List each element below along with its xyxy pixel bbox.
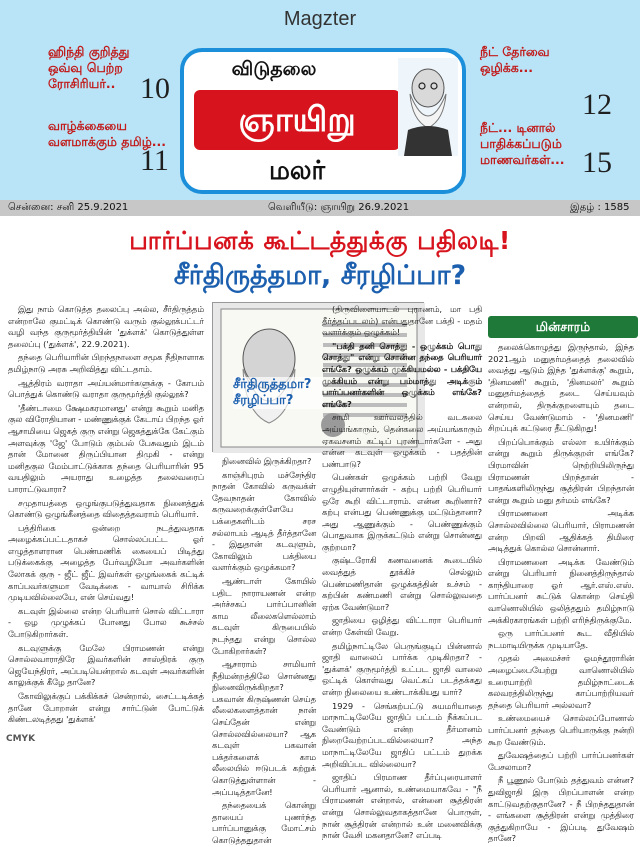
paragraph: உண்மையைச் சொல்லப்போனால் பார்ப்பனர் தந்தை பெரியாருக்கு நன்றி கூற வேண்டும். [488, 713, 634, 747]
paragraph: பத்திரிகை ஒன்றை நடத்துவதாக அழைக்கப்பட்டதாகச் சொல்லப்பட்ட ஓர் எழுத்தாளரான பெண்மணிக் கையைப் பிடித்து படுக்கைக்கு அழைத்த பேர்வழியோ அவர்களின் லோகக் குரு - ஜீட் ஜீட் இவர்கள் ஒழுங்கைக் கட்டிக் காப்பவர்களுமா வேடிக்கை - வாயால் சிரிக்க முடியவில்லையே, என் செய்வது! [8, 522, 204, 603]
teaser-left-top[interactable]: ஹிந்தி குறித்து ஒவ்வு பெற்ற ரோசிரியர்.. [48, 44, 130, 91]
paragraph: பெண்கள் ஒழுக்கம் பற்றி வேறு எழுதியுள்ளார்கள் - கற்பு பற்றி பெரியார் ஒரே கூறி விட்டாராம். என்ன கூறினார்? கற்பு என்பது பெண்ணுக்கு மட்டும்தானா? அது ஆணுக்கும் - பெண்ணுக்கும் பொதுவாக இருக்கட்டும் என்று சொன்னது குற்றமா? [322, 472, 482, 552]
paragraph: பிராமணனை அடிக்க வேண்டும் என்று பெரியார் நினைத்திருந்தால் காந்தியாரை ஓர் ஆர்.எஸ்.எஸ். பார்ப்பனர் சுட்டுக் கொன்ற செய்தி வானொலியில் ஒலித்ததும் தமிழ்நாடு அக்கிரகாரங்கள் பற்றி எரிந்திருக்குமே. [488, 556, 634, 625]
logo-top-text: விடுதலை [231, 58, 317, 80]
article-column-3 [322, 304, 482, 841]
masthead [0, 0, 640, 200]
paragraph: குஷ்டரோகி கணவனைக் கூடையில் வைத்துத் தூக்கிச் செல்லும் பெண்மணிதான் ஒழுக்கத்தின் உச்சம் - கற்பின் கண்மணி என்று சொல்லுவதை ஏற்க வேண்டுமா? [322, 555, 482, 612]
paragraph: கடவுளுக்கு மேலே பிராமணன் என்று சொல்லவாராதிரே இவர்களின் சாஸ்திரக் குரு ஜெயேந்திரர், அப்படியென்றால் கடவுள் அவர்களின் காலுக்குக் கீழே தானே? [8, 642, 204, 688]
paragraph: கோவிலுக்குப் பக்கிக்கச் சென்றால், சைட்டடிக்கத் தானே போறான் என்று சார்ட்டுன் போட்டுக் கிண்டலடித்தது 'துக்ளக்' [8, 691, 204, 725]
teaser-right-bottom[interactable]: நீட்... டினால் பாதிக்கப்படும் மாணவர்கள்... [480, 120, 565, 167]
paragraph: ஆண்டாள் கோயில் பதிட நாராயணன் என்ற அர்ச்சகப் பார்ப்பானின் காம லீலைகளெல்லாம் கடவுள் கிருபையில் நடந்தது என்று சொல்ல போகிறார்கள்? [212, 575, 316, 656]
cmyk-mark: CMYK [6, 734, 36, 744]
logo-sub-text: மலர் [268, 156, 326, 186]
paragraph: துவேஷத்தைப் பற்றி பார்ப்பனர்கள் பேசலாமா? [488, 750, 634, 772]
article-column-1 [8, 304, 204, 732]
paragraph: தந்தையைக் கொன்று தாயைப் புணர்ந்த பார்ப்பானுக்கு மோட்சம் கொடுத்ததுதான் [212, 800, 316, 845]
dateline-center: வெளியீடு: ஞாயிறு 26.9.2021 [268, 202, 410, 213]
paragraph: பிராமணனை அடிக்க சொல்லவில்லை பெரியார், பிராமணன் என்ற பிறவி ஆதிக்கத் திமிரை அடித்துக் கொல்ல சொன்னார். [488, 508, 634, 554]
paragraph: தலைக்கொழுத்து இருந்தால், இந்த 2021ஆம் மனுதர்மத்தைத் தலைவில் வைத்து ஆடும் இந்த 'துக்ளக்கு' கூறும், 'தினமணி' கூறும், 'தினமலர்' கூறும் மனுதர்மத்தைத் தடை செய்யவும் என்றால், திருக்குறளையும் தடை செய்ய வேண்டுமாம் - 'தினமணி' சிறப்புக் கட்டுரை தீட்டுகிறது! [488, 342, 634, 434]
headline-primary: பார்ப்பனக் கூட்டத்துக்கு பதிலடி! [129, 226, 511, 255]
teaser-left-top-page: 10 [140, 72, 170, 105]
logo-main-text: ஞாயிறு [194, 90, 400, 150]
paragraph: 1929 - செங்கற்பட்டு சுயமரியாதை மாநாட்டிலேயே ஜாதிப் பட்டம் நீக்கப்பட வேண்டும் என்ற தீர்மானம் நிறைவேற்றப்படவில்லையா? அந்த மாநாட்டிலேயே ஜாதிப் பட்டம் துறக்க அறிவிப்பட வில்லையா? [322, 700, 482, 769]
paragraph: நீ பூணூல் போடும் தத்துவம் என்ன? துவிஜாதி இரு பிறப்பாளன் என்ற காட்டுவதற்குதானே? - நீ பிறந்ததுதான் - எங்களை சூத்திரன் என்று முத்திரை குத்துகிறாயே - இப்படி துவேஷம் தானே? [488, 775, 634, 844]
paragraph: இது நாம் கொடுத்த தலைப்பு அல்ல, சீர்திருத்தம் என்றாலே குமட்டிக் கொண்டு வரும் குல்லூக்பட்டர் வழி வந்த குருமூர்த்தியின் 'துக்ளக்' கொடுத்துள்ள தலைப்பு ('துக்ளக்', 22.9.2021). [8, 304, 204, 349]
article-column-2 [212, 456, 316, 845]
paragraph: சமுதாயத்தை ஒழுங்குபடுத்துவதாக நினைத்துக் கொண்டு ஒழுங்கீனத்தை விதைத்தவராம் பெரியார். [8, 497, 204, 520]
dateline-right: இதழ் : 1585 [570, 202, 630, 213]
paragraph: 'தீண்டாமை க்ஷேமகரமானது' என்று கூறும் மனித குல விரோதியான - மண்ணுக்குக் கேடாய் பிறந்த ஓர் ஆசாமியை ஜெகத் குரு என்று ஜெகத்துக்கே கேட்கும் அளவுக்கு 'ஜே' போடும் கும்பல் பேசுவதும் இடம் தான் மோனை திருப்பியான திமுகி - என்று மனிதகுல மேம்பாட்டுக்காக தந்தை பெரியாரின் 95 வயதிலும் அயராது உழைத்த தலைவரைப் பாராட்டுவாரா? [8, 402, 204, 494]
paragraph: ஆத்திரம் வராதா அய்யன்மார்களுக்கு - கோபம் பொத்துக் கொண்டு வராதா குருமூர்த்தி குல்லூக்? [8, 377, 204, 400]
paragraph: முதல் அமைச்சர் ஓமந்தூராரின் அழைப்பையேற்று வானொலியில் உரையாற்றி தமிழ்நாட்டைக் கலவரத்திலிருந்து காப்பாற்றியவர் தந்தை பெரியார் அல்லவா? [488, 653, 634, 710]
paragraph: கடவுள் இல்லை என்ற பெரியார் சொல் விட்டாரா - ஒழ முழுக்கப் போனது போல கூச்சல் போடுகிறார்கள். [8, 605, 204, 640]
cover-caption: சீர்திருத்தமா? சீரழிப்பா? [233, 377, 323, 409]
paragraph: காஞ்சிபுரம் மச்சேந்திர நாதன் கோவில் கருவக்ள் தேவநாதன் கோவில் கருவறைக்குள்ளேயே பக்தைகளிடம் சரச சல்லாபம் ஆடித் தீர்த்தானே - இதுதான் கடவுளும், கோவிலும் பக்தியை வளர்க்கும் ஒழுக்கமா? [212, 469, 316, 573]
teaser-right-top[interactable]: நீட் தேர்வை ஒழிக்க... [480, 44, 550, 75]
portrait-illustration [398, 58, 458, 156]
dateline-left: சென்னை: சனி 25.9.2021 [8, 202, 129, 213]
headline-secondary: சீர்திருத்தமா, சீரழிப்பா? [173, 260, 467, 291]
paragraph: தமிழ்நாட்டிலே பெருங்குடிப் பின்னால் ஜாதி வாலைப் பார்க்க முடிகிறதா? - 'துக்ளக்' குருமூர்த்தி உட்பட ஜாதி வாலை ஒட்டிக் கொள்வது வெட்கப் படத்தக்கது என்ற நிலையை உண்டாக்கியது யார்? [322, 640, 482, 697]
paragraph: பிறப்பொக்கும் எல்லா உயிர்க்கும் என்று கூறும் திருக்குறள் எங்கே? பிரமாவின் நெற்றியிலிருந்து பிராமணன் பிறந்தான் - பாதங்களிலிருந்து சூத்திரன் பிறந்தான் என்று கூறும் மனு தர்மம் எங்கே? [488, 436, 634, 505]
paragraph: ஆசாராம் சாமியார் நீதிமன்றத்திலே சொன்னது நினைவிருக்கிறதா? பகவான் கிருஷ்ணன் செய்த லீலைகளைத்தான் நான் செய்தேன் என்று சொல்லவில்லையா? ஆக கடவுள் பகவான் பக்தர்களைக் காம லீலையில் ஈடுபடக் கற்றுக் கொடுத்துள்ளான் - அப்படித்தானே! [212, 659, 316, 797]
column-tag-minsaram: மின்சாரம் [488, 316, 638, 338]
teaser-right-top-page: 12 [582, 88, 612, 121]
teaser-left-bottom-page: 11 [140, 144, 169, 177]
teaser-left-bottom[interactable]: வாழ்க்கையை வளமாக்கும் தமிழ்... [48, 118, 167, 149]
paragraph: ஒரு பார்ப்பனர் கூட வீதியில் நடமாடியிருக்க முடியாதே. [488, 628, 634, 650]
paragraph-quote: "பக்தி தனி சொத்து - ஒழுக்கம் பொது சொத்து" என்று சொன்ன தந்தை பெரியார் எங்கே? ஒழுக்கம் முக்கியமல்ல - பக்தியே முக்கியம் என்று பம்மாத்து அடிக்கும் பார்ப்பனர்களின் ஒழுக்கம் எங்கே? எங்கே? [322, 340, 482, 409]
paragraph: ஜாதிப் பிரமாண தீர்ப்புரையாளர் பெரியார் ஆனால், உண்மையாகவே - "நீ பிராமணன் என்றால், என்னை சூத்திரன் என்று சொல்லுவதாகத்தானே பொருள், நான் சூத்திரன் என்றால் உன் மனைவிக்கு நான் வேசி மகனதானே? எப்படி [322, 772, 482, 841]
paragraph: ஜாதியை ஒழித்து விட்டாரா பெரியார் என்ற கேள்வி வேறு. [322, 615, 482, 638]
paragraph: சாமி ஊர்வலத்தில் வடகலை அய்யங்காரும், தென்கலை அய்யங்காரும் ஏகவசனம் கட்டிப் புரண்டார்களே - அது என்ன கடவுள் ஒழுக்கம் - பதத்தின் பண்பாடு? [322, 412, 482, 469]
magzter-brand: Magzter [283, 8, 357, 30]
article-column-4 [488, 342, 634, 844]
paragraph: (திருவிளையாடல் புராணம், மா பதி தீர்த்தப்படலம்) என்பதுதானே பக்தி - மதம் வளர்க்கும் ஒழுக்கம்! [322, 304, 482, 338]
masthead-logo [180, 48, 466, 194]
dateline-bar [0, 200, 640, 216]
teaser-right-bottom-page: 15 [582, 146, 612, 179]
paragraph: நினைவில் இருக்கிறதா? [222, 456, 312, 466]
paragraph: தந்தை பெரியாரின் பிறந்தநாளை சமூக நீதிநாளாக தமிழ்நாடு அரசு அறிவித்து விட்டதாம். [8, 352, 204, 374]
